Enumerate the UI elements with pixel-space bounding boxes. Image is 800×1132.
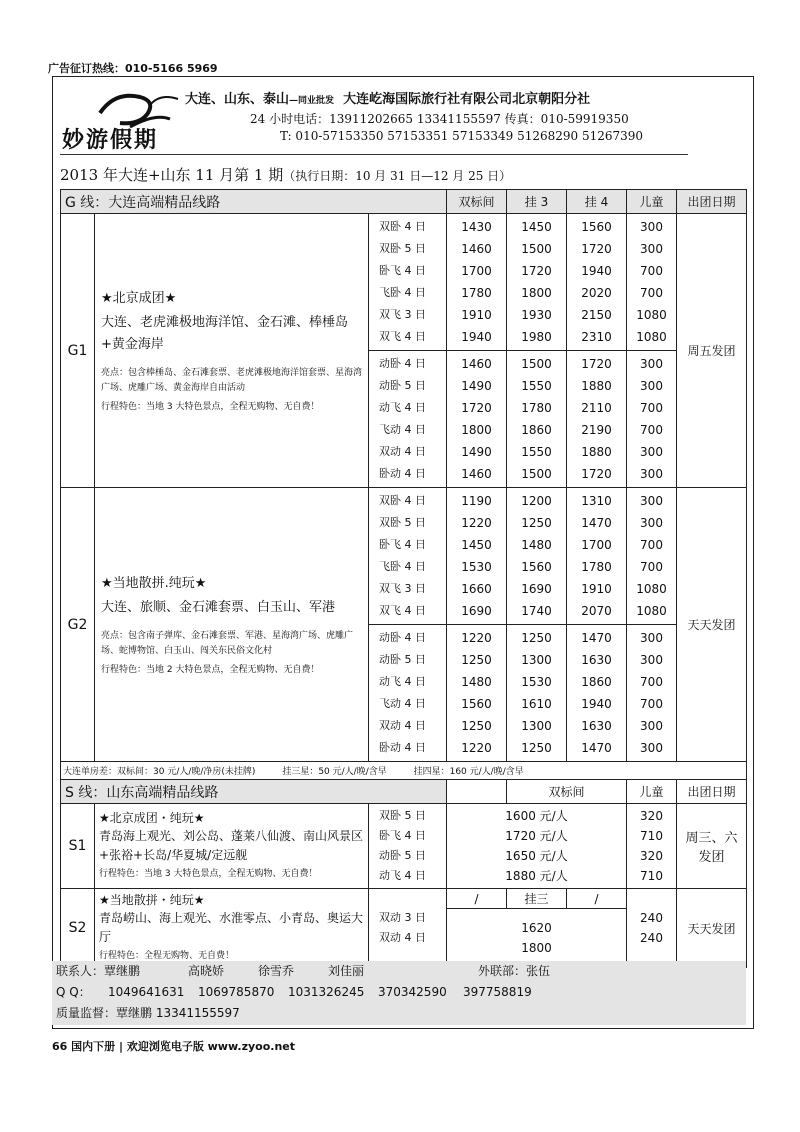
period-title — [60, 164, 511, 185]
line-note: 行程特色：全程无购物、无自费！ — [99, 951, 235, 961]
contact-qq — [52, 982, 746, 1003]
trip-types — [369, 889, 447, 968]
child-price: 300 — [640, 653, 663, 667]
line-id: S2 — [61, 889, 95, 968]
child-price: 1080 — [636, 330, 667, 344]
trip-type: 飞卧 4 日 — [379, 286, 426, 299]
child-price: 700 — [640, 423, 663, 437]
s-col-departure: 出团日期 — [677, 780, 747, 804]
col-g3: 挂 3 — [507, 190, 567, 214]
g4-prices — [567, 488, 627, 625]
trip-type: 双飞 3 日 — [379, 308, 426, 321]
g3-price: 1250 — [521, 741, 552, 755]
g4-prices — [567, 351, 627, 488]
trip-type: 飞动 4 日 — [379, 697, 426, 710]
surcharge-std: 大连单房差：双标间：30 元/人/晚/净房(未挂牌) — [63, 767, 256, 777]
trip-type: 动卧 4 日 — [379, 357, 426, 370]
trip-type: 动卧 5 日 — [379, 379, 426, 392]
s-col-std: 双标间 — [507, 780, 627, 804]
line-description — [95, 889, 369, 968]
trip-type: 双动 4 日 — [379, 445, 426, 458]
child-price: 240 — [640, 931, 663, 945]
g4-price: 2020 — [581, 286, 612, 300]
trip-type: 双卧 5 日 — [379, 809, 426, 822]
departure: 周三、六发团 — [677, 804, 747, 889]
g3-prices — [507, 488, 567, 625]
g4-price: 2150 — [581, 308, 612, 322]
g3-price: 1250 — [521, 516, 552, 530]
trip-type: 双动 3 日 — [379, 911, 426, 924]
trip-type: 卧飞 4 日 — [379, 538, 426, 551]
child-price: 1080 — [636, 582, 667, 596]
child-price: 300 — [640, 220, 663, 234]
g4-price: 1630 — [581, 653, 612, 667]
price: 1600 元/人 — [505, 809, 568, 823]
g3-prices — [507, 351, 567, 488]
child-prices — [627, 625, 677, 762]
g4-price: 1940 — [581, 697, 612, 711]
trip-type: 动卧 5 日 — [379, 653, 426, 666]
departure: 周五发团 — [677, 214, 747, 488]
g3-price: 1300 — [521, 653, 552, 667]
std-price: 1800 — [461, 423, 492, 437]
logo-text: 妙游假期 — [62, 127, 159, 153]
line-route: 大连、老虎滩极地海洋馆、金石滩、棒棰岛+黄金海岸 — [101, 314, 349, 352]
g3-price: 1610 — [521, 697, 552, 711]
child-price: 700 — [640, 264, 663, 278]
external-contact: 外联部：张伍 — [478, 964, 551, 978]
trip-type: 双飞 3 日 — [379, 582, 426, 595]
g3-prices — [507, 214, 567, 351]
g3-price: 1560 — [521, 560, 552, 574]
g3-price: 1300 — [521, 719, 552, 733]
line-route: 大连、旅顺、金石滩套票、白玉山、军港 — [101, 599, 336, 615]
g3-price: 1550 — [521, 445, 552, 459]
g3-price: 1780 — [521, 401, 552, 415]
g4-price: 2190 — [581, 423, 612, 437]
qq-number: 1049641631 — [108, 985, 185, 999]
child-price: 1080 — [636, 308, 667, 322]
period-exec: （执行日期：10 月 31 日—12 月 25 日） — [283, 169, 512, 183]
child-price: 700 — [640, 697, 663, 711]
g4-price: 1470 — [581, 631, 612, 645]
trip-types — [369, 804, 447, 889]
std-price: 1490 — [461, 445, 492, 459]
std-prices — [447, 625, 507, 762]
g3-price: 1450 — [521, 220, 552, 234]
child-price: 300 — [640, 467, 663, 481]
contact-box — [52, 961, 746, 1025]
price-table — [60, 189, 747, 968]
std-price: 1660 — [461, 582, 492, 596]
g3-price: 1800 — [521, 286, 552, 300]
s-blank — [447, 780, 507, 804]
trip-type: 双卧 5 日 — [379, 516, 426, 529]
child-prices — [627, 889, 677, 968]
g4-price: 1310 — [581, 494, 612, 508]
g3-price: 1500 — [521, 467, 552, 481]
qq-number: 397758819 — [463, 985, 532, 999]
std-price: 1220 — [461, 741, 492, 755]
child-price: 320 — [640, 849, 663, 863]
child-price: 700 — [640, 560, 663, 574]
std-price: 1220 — [461, 631, 492, 645]
g3-price: 1200 — [521, 494, 552, 508]
std-price: 1190 — [461, 494, 492, 508]
line-star: ★北京成团★ — [101, 290, 177, 306]
s-col-child: 儿童 — [627, 780, 677, 804]
child-prices — [627, 804, 677, 889]
std-price: 1940 — [461, 330, 492, 344]
quality-supervision: 质量监督：覃继鹏 13341155597 — [56, 1006, 240, 1020]
g4-price: 2070 — [581, 604, 612, 618]
departure: 天天发团 — [677, 889, 747, 968]
std-price: 1220 — [461, 516, 492, 530]
trip-type: 飞卧 4 日 — [379, 560, 426, 573]
child-price: 700 — [640, 675, 663, 689]
child-price: 300 — [640, 719, 663, 733]
trip-type: 动飞 4 日 — [379, 869, 426, 882]
child-price: 1080 — [636, 604, 667, 618]
line-star: ★当地散拼・纯玩★ — [99, 893, 205, 907]
std-prices — [447, 351, 507, 488]
company-name: 大连屹海国际旅行社有限公司北京朝阳分社 — [343, 92, 591, 107]
g3-price: 1250 — [521, 631, 552, 645]
g4-prices — [567, 214, 627, 351]
line-id: S1 — [61, 804, 95, 889]
child-price: 700 — [640, 401, 663, 415]
child-prices — [627, 351, 677, 488]
line-regions: 大连、山东、泰山 — [185, 92, 290, 107]
page-footer: 66 国内下册 | 欢迎浏览电子版 www.zyoo.net — [52, 1040, 296, 1053]
g4-price: 1560 — [581, 220, 612, 234]
line-id: G1 — [61, 214, 95, 488]
trip-types — [369, 488, 447, 625]
line-wholesale: —同业批发 — [289, 96, 335, 106]
s2-subhead-c: / — [567, 889, 627, 909]
std-price: 1560 — [461, 697, 492, 711]
trip-type: 卧飞 4 日 — [379, 264, 426, 277]
tel-line: T: 010-57153350 57153351 57153349 51268290 51267390 — [280, 129, 644, 143]
g3-price: 1860 — [521, 423, 552, 437]
contact-people — [52, 961, 746, 982]
g4-price: 1720 — [581, 467, 612, 481]
hotline: 广告征订热线：010-5166 5969 — [48, 62, 218, 75]
trip-types — [369, 625, 447, 762]
std-price: 1460 — [461, 357, 492, 371]
trip-type: 双动 4 日 — [379, 931, 426, 944]
trip-type: 双动 4 日 — [379, 719, 426, 732]
line-description — [95, 488, 369, 762]
child-price: 710 — [640, 829, 663, 843]
period-main: 2013 年大连+山东 11 月第 1 期 — [60, 166, 284, 184]
std-price: 1490 — [461, 379, 492, 393]
trip-types — [369, 214, 447, 351]
g4-price: 1720 — [581, 357, 612, 371]
line-description — [95, 214, 369, 488]
g4-price: 1860 — [581, 675, 612, 689]
line-note: 行程特色：当地 3 大特色景点，全程无购物、无自费！ — [99, 869, 318, 879]
g4-price: 1940 — [581, 264, 612, 278]
departure: 天天发团 — [677, 488, 747, 762]
g3-price: 1530 — [521, 675, 552, 689]
child-price: 700 — [640, 286, 663, 300]
std-price: 1530 — [461, 560, 492, 574]
company-line — [185, 88, 590, 107]
price: 1720 元/人 — [505, 829, 568, 843]
g3-price: 1740 — [521, 604, 552, 618]
col-departure: 出团日期 — [677, 190, 747, 214]
std-price: 1430 — [461, 220, 492, 234]
contact-person: 覃继鹏 — [104, 964, 141, 978]
trip-types — [369, 351, 447, 488]
qq-label: Q Q： — [56, 985, 91, 999]
trip-type: 卧动 4 日 — [379, 467, 426, 480]
g3-price: 1980 — [521, 330, 552, 344]
line-star: ★北京成团・纯玩★ — [99, 811, 205, 825]
child-prices — [627, 214, 677, 351]
col-child: 儿童 — [627, 190, 677, 214]
child-prices — [627, 488, 677, 625]
trip-type: 卧动 4 日 — [379, 741, 426, 754]
trip-type: 动卧 4 日 — [379, 631, 426, 644]
col-std: 双标间 — [447, 190, 507, 214]
child-price: 700 — [640, 538, 663, 552]
std-price: 1780 — [461, 286, 492, 300]
trip-type: 双飞 4 日 — [379, 330, 426, 343]
g4-price: 1880 — [581, 445, 612, 459]
qq-number: 1069785870 — [198, 985, 275, 999]
price: 1800 — [521, 941, 552, 955]
std-price: 1910 — [461, 308, 492, 322]
line-route: 青岛海上观光、刘公岛、蓬莱八仙渡、南山风景区+张裕+长岛/华夏城/定远舰 — [99, 829, 364, 862]
std-price: 1250 — [461, 653, 492, 667]
trip-type: 动卧 5 日 — [379, 849, 426, 862]
child-price: 300 — [640, 494, 663, 508]
qq-number: 1031326245 — [288, 985, 365, 999]
qq-number: 370342590 — [378, 985, 447, 999]
child-price: 300 — [640, 357, 663, 371]
g3-price: 1480 — [521, 538, 552, 552]
g3-price: 1930 — [521, 308, 552, 322]
std-prices — [447, 488, 507, 625]
g4-price: 1910 — [581, 582, 612, 596]
child-price: 710 — [640, 869, 663, 883]
line-star: ★当地散拼.纯玩★ — [101, 575, 207, 591]
trip-type: 双卧 4 日 — [379, 220, 426, 233]
surcharge-row — [61, 762, 747, 780]
s-section-title: S 线：山东高端精品线路 — [61, 780, 447, 804]
g4-price: 1700 — [581, 538, 612, 552]
header-divider — [60, 154, 688, 155]
line-route: 青岛崂山、海上观光、水淮零点、小青岛、奥运大厅 — [99, 911, 364, 944]
g4-prices — [567, 625, 627, 762]
g4-price: 1780 — [581, 560, 612, 574]
child-price: 300 — [640, 631, 663, 645]
trip-type: 双卧 5 日 — [379, 242, 426, 255]
price-list — [447, 909, 627, 968]
child-price: 240 — [640, 911, 663, 925]
g3-price: 1500 — [521, 242, 552, 256]
std-price: 1460 — [461, 242, 492, 256]
phone-fax-line: 24 小时电话：13911202665 13341155597 传真：010-59919350 — [250, 112, 629, 126]
g3-price: 1720 — [521, 264, 552, 278]
price: 1880 元/人 — [505, 869, 568, 883]
line-note: 行程特色：当地 2 大特色景点，全程无购物、无自费！ — [101, 664, 320, 675]
s2-subhead-b: 挂三 — [507, 889, 567, 909]
g3-price: 1500 — [521, 357, 552, 371]
col-g4: 挂 4 — [567, 190, 627, 214]
people-label: 联系人： — [56, 964, 105, 978]
std-price: 1250 — [461, 719, 492, 733]
child-price: 300 — [640, 516, 663, 530]
g4-price: 1720 — [581, 242, 612, 256]
contact-person: 徐雪乔 — [258, 964, 295, 978]
trip-type: 双卧 4 日 — [379, 494, 426, 507]
s2-subhead-a: / — [447, 889, 507, 909]
line-note: 行程特色：当地 3 大特色景点，全程无购物、无自费！ — [101, 401, 320, 412]
std-price: 1690 — [461, 604, 492, 618]
g4-price: 1470 — [581, 741, 612, 755]
price-list — [447, 804, 627, 889]
child-price: 300 — [640, 741, 663, 755]
line-highlights: 亮点：包含南子弹库、金石滩套票、军港、星海湾广场、虎雕广场、蛇博物馆、白玉山、闯关东民俗文化村 — [101, 630, 354, 656]
g-section-title: G 线：大连高端精品线路 — [61, 190, 447, 214]
trip-type: 卧飞 4 日 — [379, 829, 426, 842]
child-price: 320 — [640, 809, 663, 823]
line-id: G2 — [61, 488, 95, 762]
price: 1620 — [521, 921, 552, 935]
contact-person: 高晓娇 — [188, 964, 225, 978]
g4-price: 1470 — [581, 516, 612, 530]
g3-prices — [507, 625, 567, 762]
trip-type: 双飞 4 日 — [379, 604, 426, 617]
std-prices — [447, 214, 507, 351]
line-description — [95, 804, 369, 889]
std-price: 1460 — [461, 467, 492, 481]
contact-person: 刘佳丽 — [328, 964, 365, 978]
child-price: 300 — [640, 379, 663, 393]
std-price: 1720 — [461, 401, 492, 415]
surcharge-3star: 挂三星：50 元/人/晚/含早 — [282, 767, 387, 777]
g4-price: 2310 — [581, 330, 612, 344]
trip-type: 动飞 4 日 — [379, 401, 426, 414]
child-price: 300 — [640, 445, 663, 459]
std-price: 1700 — [461, 264, 492, 278]
g4-price: 2110 — [581, 401, 612, 415]
g3-price: 1550 — [521, 379, 552, 393]
g4-price: 1630 — [581, 719, 612, 733]
price: 1650 元/人 — [505, 849, 568, 863]
trip-type: 动飞 4 日 — [379, 675, 426, 688]
std-price: 1480 — [461, 675, 492, 689]
g4-price: 1880 — [581, 379, 612, 393]
surcharge-4star: 挂四星：160 元/人/晚/含早 — [413, 767, 524, 777]
std-price: 1450 — [461, 538, 492, 552]
trip-type: 飞动 4 日 — [379, 423, 426, 436]
line-highlights: 亮点：包含棒棰岛、金石滩套票、老虎滩极地海洋馆套票、星海湾广场、虎雕广场、黄金海岸自由活动 — [101, 367, 363, 393]
g3-price: 1690 — [521, 582, 552, 596]
child-price: 300 — [640, 242, 663, 256]
